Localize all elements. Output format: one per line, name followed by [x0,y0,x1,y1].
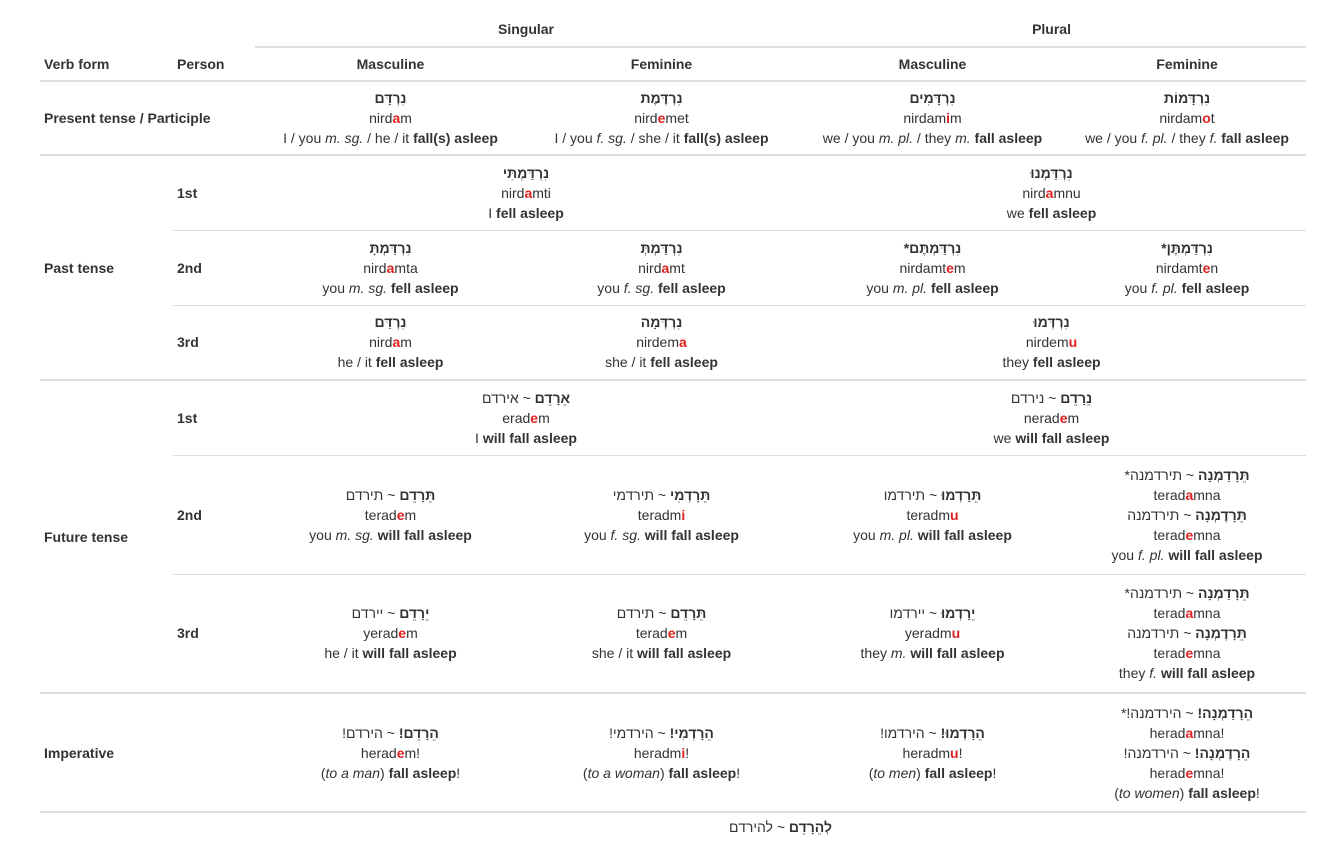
english-gloss: you m. pl. will fall asleep [853,526,1012,543]
form-cell [526,305,797,380]
english-gloss: you f. pl. will fall asleep [1111,546,1263,563]
english-gloss: we / you f. pl. / they f. fall asleep [1085,130,1289,146]
row-label-imperative: Imperative [40,693,255,812]
hebrew-form: תֵּרָדַמְנָה ~ תירדמנה* [1124,466,1250,483]
person-header: Person [173,47,255,81]
hebrew-form: נִרְדַּמְתָּ [369,239,412,256]
stress-vowel: a [392,334,401,351]
hebrew-form: נִרְדֶּמֶת [640,90,683,106]
english-gloss: we will fall asleep [993,429,1110,446]
transliteration [259,623,522,643]
transliteration [259,743,522,763]
transliteration [530,623,793,643]
form-cell [255,305,526,380]
stress-vowel: o [1202,110,1211,126]
transliteration [1072,485,1302,505]
translit-part: nird [501,184,525,201]
form-cell [797,380,1306,455]
transliteration [801,258,1064,278]
translit-part: terad [1153,526,1186,543]
translit-part: mna [1193,486,1221,503]
translit-part: nird [1022,184,1046,201]
transliteration [530,743,793,763]
english-gloss: you f. sg. fell asleep [597,279,726,296]
form-cell [1068,693,1306,812]
person-label: 2nd [173,230,255,305]
hebrew-form: תֵּרָדֵם ~ תירדם [345,486,436,503]
transliteration [259,108,522,128]
singular-header: Singular [255,12,797,47]
translit-part: herad [1149,724,1186,741]
hebrew-form: נִרְדַּמְנוּ [1030,164,1073,181]
translit-part: m [953,259,966,276]
translit-part: erad [502,409,531,426]
hebrew-form: תֵּרָדַמְנָה ~ תירדמנה* [1124,585,1250,602]
transliteration [1072,525,1302,545]
form-cell [1068,81,1306,155]
translit-part: herad [360,744,397,761]
hebrew-form: הֵרָדַמְנָה! ~ הירדמנה!* [1120,704,1254,721]
stress-vowel: a [679,334,687,351]
hebrew-form: הֵרָדֵם! ~ הירדם! [342,724,439,741]
translit-part: terad [635,625,668,642]
english-gloss: they fell asleep [1002,354,1101,371]
row-label-future: Future tense [40,380,173,693]
translit-part: heradm [633,744,682,761]
translit-part: nirdam [903,110,947,126]
form-cell [526,81,797,155]
translit-part: nirdem [1025,334,1069,351]
english-gloss: (to women) fall asleep! [1114,784,1260,801]
form-cell [797,305,1306,380]
translit-part: m [404,506,417,523]
translit-part: mt [669,259,685,276]
form-cell [255,81,526,155]
translit-part: heradm [902,744,951,761]
transliteration [259,258,522,278]
translit-part: t [1210,110,1215,126]
transliteration [801,408,1302,428]
translit-part: m [406,625,418,642]
stress-vowel: e [1185,526,1194,543]
translit-part: yeradm [904,625,952,642]
hebrew-form-alt: הֵרָדֶמְנָה! ~ הירדמנה! [1123,744,1251,761]
form-cell [1068,455,1306,574]
stress-vowel: e [667,625,676,642]
translit-part: m [675,625,688,642]
english-gloss: we fell asleep [1006,204,1097,221]
form-cell [526,455,797,574]
translit-part: terad [364,506,397,523]
stress-vowel: u [1068,334,1078,351]
translit-part: mti [532,184,551,201]
translit-part: mna [1193,526,1221,543]
row-label-past: Past tense [40,155,173,380]
transliteration [259,183,793,203]
translit-part: n [1210,259,1219,276]
stress-vowel: a [1185,724,1194,741]
transliteration [801,332,1302,352]
english-gloss: I / you f. sg. / she / it fall(s) asleep [554,130,769,146]
form-cell [255,155,797,230]
translit-part: terad [1153,645,1186,662]
form-cell [1068,574,1306,693]
hebrew-form: תֵּרָדְמוּ ~ תירדמו [883,486,982,503]
form-cell [526,693,797,812]
stress-vowel: i [681,506,686,523]
english-gloss: you f. sg. will fall asleep [584,526,739,543]
translit-part: nirdamt [1155,259,1203,276]
form-cell [255,455,526,574]
english-gloss: she / it will fall asleep [591,645,732,662]
row-label-present: Present tense / Participle [40,81,255,155]
plur-fem-header: Feminine [1068,47,1306,81]
translit-part: nird [638,259,662,276]
english-gloss: they f. will fall asleep [1118,665,1256,682]
translit-part: nirdem [636,334,679,351]
stress-vowel: a [386,259,395,276]
stress-vowel: e [946,259,954,276]
transliteration [801,108,1064,128]
form-cell [797,230,1068,305]
transliteration [1072,603,1302,623]
stress-vowel: e [1185,764,1194,781]
transliteration [801,183,1302,203]
stress-vowel: i [946,110,951,126]
person-label: 1st [173,155,255,230]
translit-part: m [538,409,550,426]
hebrew-form: נִרְדָּמִים [909,90,956,106]
stress-vowel: a [524,184,533,201]
form-cell [797,455,1068,574]
translit-part: nerad [1023,409,1060,426]
english-gloss: he / it will fall asleep [324,645,457,662]
stress-vowel: e [1185,645,1194,662]
person-label: 1st [173,380,255,455]
stress-vowel: a [1185,605,1194,622]
translit-part: m [400,110,412,126]
translit-part: m [950,110,962,126]
translit-part: m [400,334,412,351]
transliteration [1072,258,1302,278]
english-gloss: you m. sg. fell asleep [322,279,459,296]
stress-vowel: e [530,409,539,426]
english-gloss: we / you m. pl. / they m. fall asleep [822,130,1043,146]
person-label: 3rd [173,574,255,693]
hebrew-form: נִרְדַּמְתֶּן* [1161,239,1213,256]
translit-part: mna! [1193,724,1225,741]
translit-part: mna [1193,605,1221,622]
sing-masc-header: Masculine [255,47,526,81]
hebrew-form: יֵרָדֵם ~ יירדם [351,605,430,622]
form-cell [797,693,1068,812]
transliteration [259,505,522,525]
translit-part: ! [958,744,963,761]
stress-vowel: a [661,259,670,276]
english-gloss: (to a woman) fall asleep! [582,764,741,781]
form-cell [255,230,526,305]
translit-part: nird [363,259,387,276]
stress-vowel: a [392,110,401,126]
form-cell [526,574,797,693]
translit-part: teradm [637,506,682,523]
hebrew-form: לְהֵרָדֵם ~ להירדם [729,819,832,835]
stress-vowel: u [950,744,959,761]
person-label: 2nd [173,455,255,574]
translit-part: ! [685,744,690,761]
stress-vowel: i [681,744,686,761]
translit-part: nird [369,334,393,351]
hebrew-form: תֵּרָדְמִי ~ תירדמי [612,486,711,503]
translit-part: mnu [1053,184,1081,201]
verb-form-header: Verb form [40,47,173,81]
hebrew-form: נִרְדָּם [374,90,407,106]
translit-part: nirdamt [899,259,947,276]
plur-masc-header: Masculine [797,47,1068,81]
hebrew-form: נִרְדְּמָה [640,314,683,331]
english-gloss: she / it fell asleep [605,354,718,371]
english-gloss: he / it fell asleep [337,354,444,371]
form-cell [797,155,1306,230]
english-gloss: they m. will fall asleep [860,645,1005,662]
hebrew-form-alt: תֵּרָדֶמְנָה ~ תירדמנה [1127,625,1247,642]
stress-vowel: e [1202,259,1211,276]
translit-part: nird [369,110,393,126]
translit-part: mna [1193,645,1221,662]
english-gloss: you m. sg. will fall asleep [309,526,472,543]
transliteration [801,505,1064,525]
english-gloss: you m. pl. fell asleep [866,279,999,296]
translit-part: yerad [363,625,399,642]
form-cell [255,693,526,812]
transliteration [801,743,1064,763]
form-cell [255,380,797,455]
translit-part: m! [404,744,421,761]
transliteration [530,108,793,128]
stress-vowel: e [1059,409,1068,426]
translit-part: herad [1149,764,1186,781]
form-cell [526,230,797,305]
stress-vowel: u [950,506,959,523]
transliteration [801,623,1064,643]
translit-part: nirdam [1159,110,1203,126]
hebrew-form: הֵרָדְמִי! ~ הירדמי! [609,724,714,741]
conjugation-table [40,12,1306,841]
hebrew-form: תֵּרָדֵם ~ תירדם [616,605,707,622]
stress-vowel: e [396,744,405,761]
plural-header: Plural [797,12,1306,47]
hebrew-form: נִרְדַּמְתִּי [502,164,550,181]
translit-part: teradm [906,506,951,523]
translit-part: terad [1153,605,1186,622]
english-gloss: (to a man) fall asleep! [320,764,461,781]
transliteration [530,505,793,525]
hebrew-form-alt: תֵּרָדֶמְנָה ~ תירדמנה [1127,506,1247,523]
translit-part: mta [394,259,418,276]
hebrew-form: נִרְדָּמוֹת [1163,90,1211,106]
transliteration [1072,763,1302,783]
hebrew-form: אֵרָדֵם ~ אירדם [481,389,571,406]
person-label: 3rd [173,305,255,380]
transliteration [530,258,793,278]
hebrew-form: נִרְדְּמוּ [1033,314,1070,331]
transliteration [259,408,793,428]
sing-fem-header: Feminine [526,47,797,81]
hebrew-form: נִרְדַּם [374,314,407,331]
stress-vowel: e [396,506,405,523]
english-gloss: you f. pl. fell asleep [1124,279,1250,296]
stress-vowel: a [1045,184,1054,201]
transliteration [530,332,793,352]
stress-vowel: e [398,625,407,642]
hebrew-form: יֵרָדְמוּ ~ יירדמו [889,605,976,622]
stress-vowel: u [951,625,961,642]
hebrew-form: נֵרָדֵם ~ נירדם [1010,389,1093,406]
translit-part: met [665,110,689,126]
translit-part: nird [634,110,658,126]
translit-part: m [1067,409,1080,426]
form-cell [797,81,1068,155]
stress-vowel: a [1185,486,1194,503]
transliteration [1072,643,1302,663]
hebrew-form: נִרְדַּמְתֶּם* [903,239,962,256]
transliteration [1072,723,1302,743]
form-cell [1068,230,1306,305]
translit-part: terad [1153,486,1186,503]
transliteration [1072,108,1302,128]
translit-part: mna! [1193,764,1225,781]
english-gloss: I / you m. sg. / he / it fall(s) asleep [283,130,498,146]
english-gloss: I will fall asleep [475,429,577,446]
hebrew-form: הֵרָדְמוּ! ~ הירדמו! [880,724,985,741]
english-gloss: (to men) fall asleep! [868,764,997,781]
hebrew-form: נִרְדַּמְתְּ [640,239,683,256]
english-gloss: I fell asleep [488,204,564,221]
form-cell [797,574,1068,693]
transliteration [259,332,522,352]
stress-vowel: e [657,110,666,126]
form-cell [255,574,526,693]
